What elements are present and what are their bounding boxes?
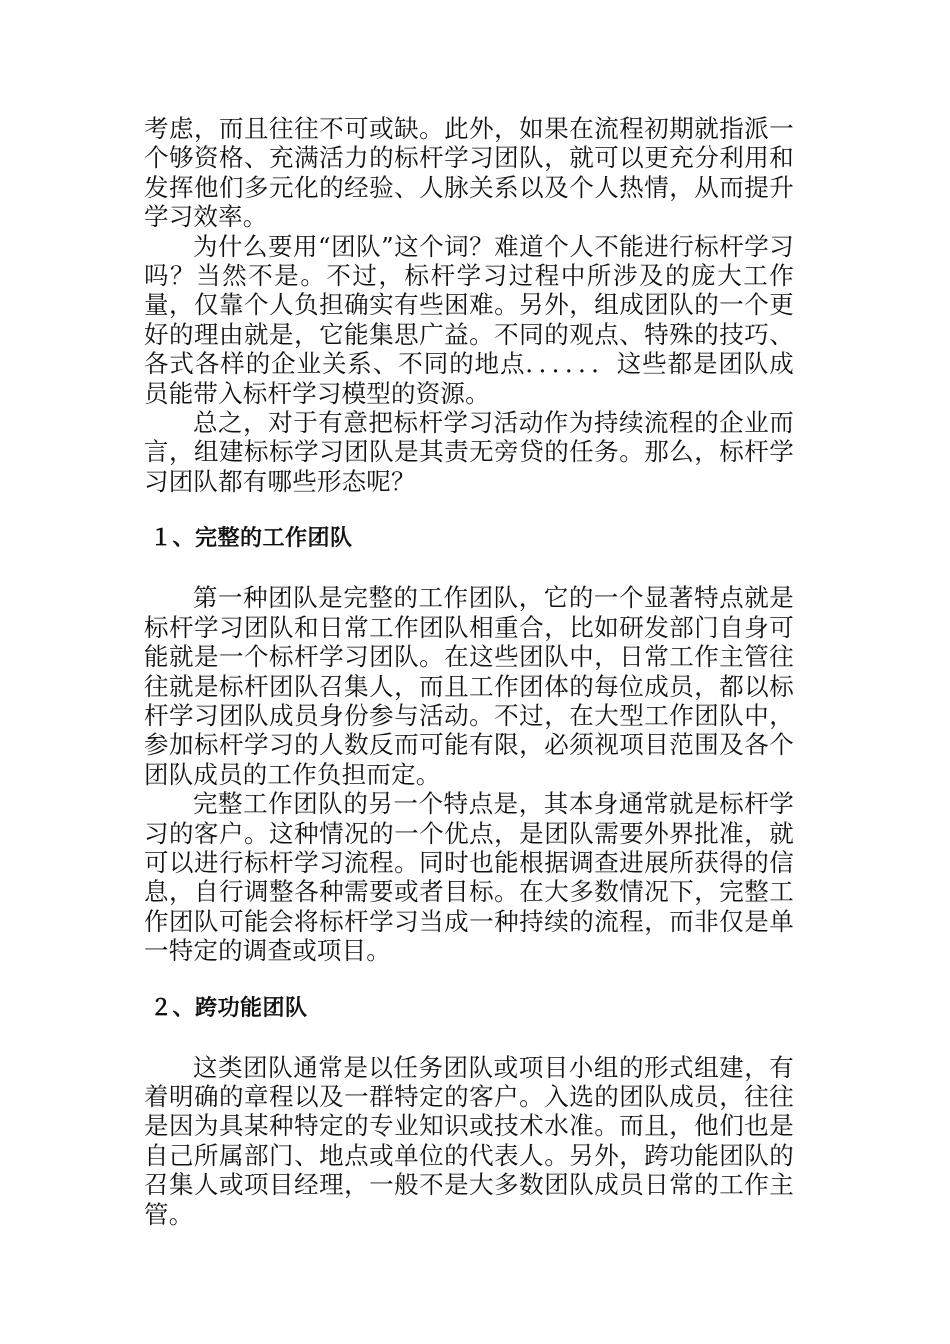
- paragraph: 这类团队通常是以任务团队或项目小组的形式组建，有着明确的章程以及一群特定的客户。入选的团队成员，往往是因为具某种特定的专业知识或技术水准。而且，他们也是自己所属部门、地点或单位的代表人。另外，跨功能团队的召集人或项目经理，一般不是大多数团队成员日常的工作主管。: [144, 1052, 794, 1229]
- section-heading: ２、跨功能团队: [150, 995, 308, 1021]
- paragraph: 第一种团队是完整的工作团队，它的一个显著特点就是标杆学习团队和日常工作团队相重合，比如研发部门自身可能就是一个标杆学习团队。在这些团队中，日常工作主管往往就是标杆团队召集人，而且工作团体的每位成员，都以标杆学习团队成员身份参与活动。不过，在大型工作团队中，参加标杆学习的人数反而可能有限，必须视项目范围及各个团队成员的工作负担而定。: [144, 583, 794, 789]
- document-page: [144, 114, 794, 1229]
- section-heading: １、完整的工作团队: [150, 526, 353, 552]
- paragraph: 考虑，而且往往不可或缺。此外，如果在流程初期就指派一个够资格、充满活力的标杆学习团队，就可以更充分利用和发挥他们多元化的经验、人脉关系以及个人热情，从而提升学习效率。: [144, 114, 794, 232]
- paragraph: 完整工作团队的另一个特点是，其本身通常就是标杆学习的客户。这种情况的一个优点，是团队需要外界批准，就可以进行标杆学习流程。同时也能根据调查进展所获得的信息，自行调整各种需要或者目标。在大多数情况下，完整工作团队可能会将标杆学习当成一种持续的流程，而非仅是单一特定的调查或项目。: [144, 789, 794, 966]
- paragraph: 总之，对于有意把标杆学习活动作为持续流程的企业而言，组建标标学习团队是其责无旁贷的任务。那么，标杆学习团队都有哪些形态呢？: [144, 408, 794, 496]
- paragraph: 为什么要用“团队”这个词？难道个人不能进行标杆学习吗？当然不是。不过，标杆学习过程中所涉及的庞大工作量，仅靠个人负担确实有些困难。另外，组成团队的一个更好的理由就是，它能集思广益。不同的观点、特殊的技巧、各式各样的企业关系、不同的地点．．．．．．这些都是团队成员能带入标杆学习模型的资源。: [144, 231, 794, 408]
